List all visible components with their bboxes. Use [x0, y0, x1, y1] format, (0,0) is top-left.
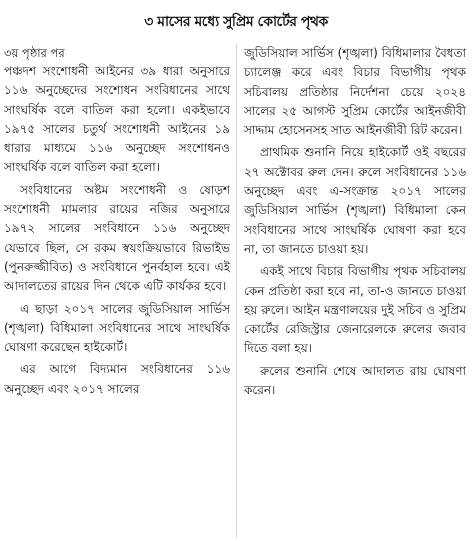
- paragraph: প্রাথমিক শুনানি নিয়ে হাইকোর্ট ওই বছরের ২৭ অক্টোবর রুল দেন। রুলে সংবিধানের ১১৬ অনুচ্ছেদ এবং এ-সংক্রান্ত ২০১৭ সালের জুডিসিয়াল সার্ভিস (শৃঙ্খলা) বিধিমালা কেন সংবিধানের সাথে সাংঘর্ষিক ঘোষণা করা হবে না, তা জানতে চাওয়া হয়।: [244, 145, 466, 256]
- paragraph: এ ছাড়া ২০১৭ সালের জুডিসিয়াল সার্ভিস (শৃঙ্খলা) বিধিমালা সংবিধানের সাথে সাংঘর্ষিক ঘোষণা করেছেন হাইকোর্ট।: [4, 301, 230, 355]
- paragraph: সংবিধানের অষ্টম সংশোধনী ও ষোড়শ সংশোধনী মামলার রায়ের নজির অনুসারে ১৯৭২ সালের সংবিধানে ১১৬ অনুচ্ছেদ যেভাবে ছিল, সে রকম স্বয়ংক্রিয়ভাবে রিভাইভ (পুনরুজ্জীবিত) ও সংবিধানে পুনর্বহাল হবে। এই আদালতের রায়ের দিন থেকে এটি কার্যকর হবে।: [4, 182, 230, 294]
- paragraph: রুলের শুনানি শেষে আদালত রায় ঘোষণা করেন।: [244, 363, 466, 398]
- paragraph: এর আগে বিদ্যমান সংবিধানের ১১৬ অনুচ্ছেদ এবং ২০১৭ সালের: [4, 362, 230, 396]
- headline: ৩ মাসের মধ্যে সুপ্রিম কোর্টের পৃথক: [144, 14, 328, 30]
- continued-from-text: ৩য় পৃষ্ঠার পর: [4, 46, 65, 60]
- paragraph: একই সাথে বিচার বিভাগীয় পৃথক সচিবালয় কেন প্রতিষ্ঠা করা হবে না, তা-ও জানতে চাওয়া হয় রুলে। আইন মন্ত্রণালয়ের দুই সচিব ও সুপ্রিম কোর্টের রেজিস্ট্রার জেনারেলকে রুলের জবাব দিতে বলা হয়।: [244, 264, 466, 356]
- article-column-right: [244, 44, 466, 538]
- continued-from-label: [4, 44, 230, 62]
- article-column-left: [4, 44, 230, 538]
- paragraph: জুডিসিয়াল সার্ভিস (শৃঙ্খলা) বিধিমালার বৈধতা চ্যালেঞ্জ করে এবং বিচার বিভাগীয় পৃথক সচিবালয় প্রতিষ্ঠার নির্দেশনা চেয়ে ২০২৪ সালের ২৫ আগস্ট সুপ্রিম কোর্টের আইনজীবী সাদ্দাম হোসেনসহ সাত আইনজীবী রিট করেন।: [244, 46, 466, 138]
- paragraph: পঞ্চদশ সংশোধনী আইনের ৩৯ ধারা অনুসারে ১১৬ অনুচ্ছেদের সংশোধন সংবিধানের সাথে সাংঘর্ষিক বলে বাতিল করা হলো। একইভাবে ১৯৭৫ সালের চতুর্থ সংশোধনী আইনের ১৯ ধারার মাধ্যমে ১১৬ অনুচ্ছেদ সংশোধনও সাংঘর্ষিক বলে বাতিল করা হলো।: [4, 64, 230, 175]
- column-divider: [236, 44, 237, 538]
